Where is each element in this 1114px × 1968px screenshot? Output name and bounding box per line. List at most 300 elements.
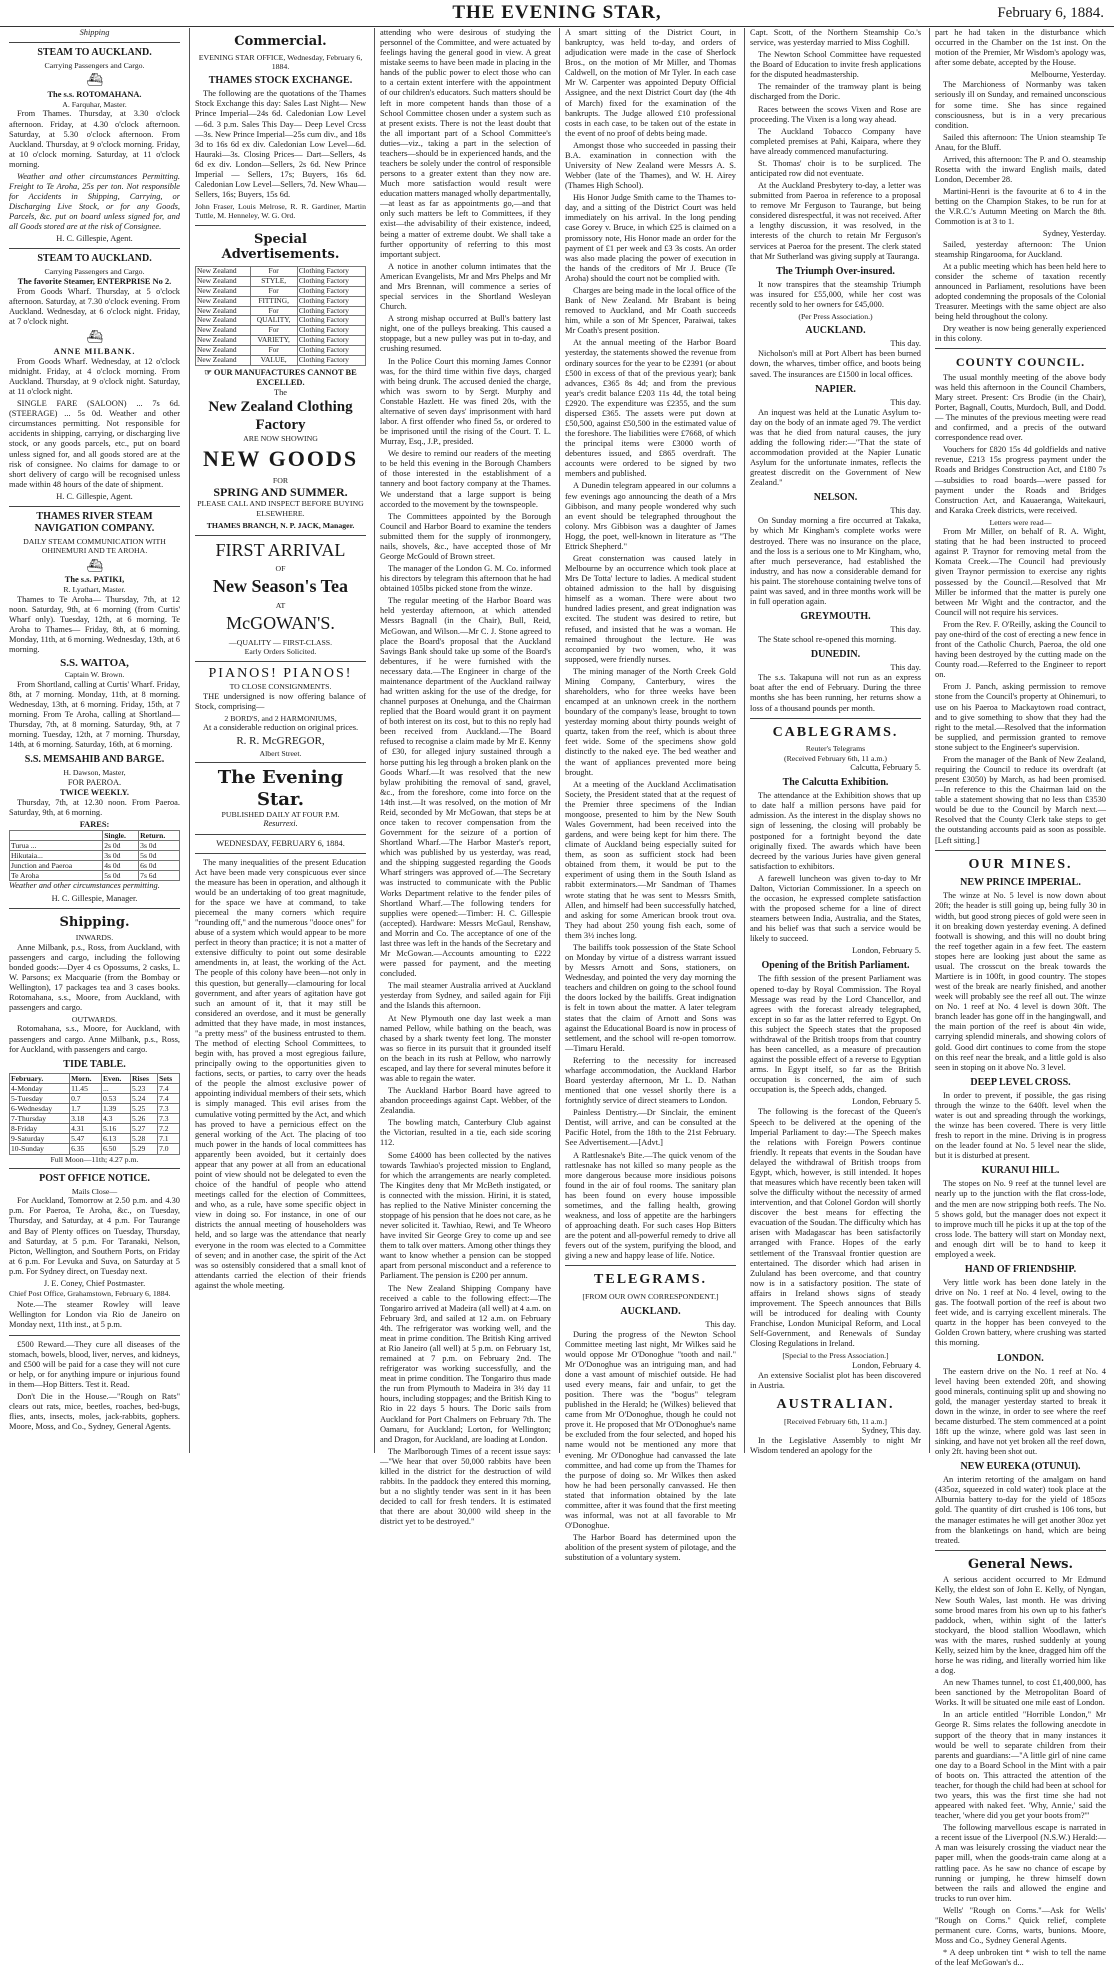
leader-date: WEDNESDAY, FEBRUARY 6, 1884. (216, 838, 345, 848)
table-cell: Clothing Factory (297, 296, 365, 306)
column-3 (374, 28, 556, 1527)
column-5 (744, 28, 926, 1456)
newspaper-title: THE EVENING STAR, (452, 2, 662, 23)
table-cell: QUALITY, (250, 316, 297, 326)
table-row (10, 861, 180, 871)
article-text: A notice in another column intimates that the American Evangelists, Mr and Mrs Phelps and Mr and Mrs Brennan, will commence a series of special services in the Shortland Wesleyan Church. (380, 261, 551, 312)
section-heading: Shipping. (59, 914, 130, 930)
column-1 (4, 28, 185, 1453)
agent-signature: H. C. Gillespie, Agent. (56, 491, 133, 501)
table-cell: 5.23 (131, 1083, 158, 1093)
article-text: In an article entitled "Horrible London," Mr George R. Sims relates the following anecdote in support of the theory that in many instances it would be well to separate children from their parents and guardians:—"A little girl of nine came one day to a Board School in the Mint with a pair of boots on. This attracted the attention of the teacher, for though the child had been at school for two years, this was the first time she had not appeared with naked feet. 'Why, Annie,' said the teacher, 'where did you get your boots from?'" (935, 1710, 1106, 1821)
divider (935, 850, 1106, 851)
office-dateline: EVENING STAR OFFICE, Wednesday, February 6, 1884. (198, 52, 363, 71)
table-cell: New Zealand (196, 276, 251, 286)
dateline-place: AUCKLAND. (805, 325, 866, 337)
advertisement-text: Don't Die in the House.—"Rough on Rats" clears out rats, mice, beetles, roaches, bed-bugs, flies, ants, insects, moles, jack-rabbits, gophers. Moore, Moss, and Co., Sydney, General Agents. (9, 1391, 180, 1432)
table-row (196, 355, 366, 365)
leader-text: The many inequalities of the present Education Act have been made very conspicuous ever since the measure has been in operation, and although it would be an undertaking of too great magnitude, for the space we have at command, to take piecemeal the many corners which require "rounding off," and the numerous "dooce ones" for abuse of a system which would appear to be more perfect in theory than practice; it is not a matter of extensive difficulty to point out some desirable amendments in, at least, the working of the Act. The people of this colony have been—not only in this question, but generally—clamouring for local government, and after years of agitation have got such an amount of it, that it may still be considered an overdose, and it must be generally admitted that they have made, in most instances, "a pretty mess" of the business entrusted to them. The method of electing School Committees, to begin with, has proved a most egregious failure, principally owing to the opportunities given to factions, sects, or parties, to carry over the heads of the people the almost exclusive power of appointing individual members of their sets, which is simply managed. This evil arises from the cumulative voting permitted by the Act, and which has proved to have a pernicious effect on the general working of the Act. The placing of too much power in the hands of local committees has apparently been avoided, but it certainly does appear that any power at all from an educational point of view should not be delegated to even the choice of the handful of people who attend meetings called for the election of Committees, and who, as a rule, have some specific object in view in doing so. For instance, in one of our districts the annual meeting of householders was held, and so large was the attendance that nearly everyone in the room was elected to a Committee of seven; and in another case, the spirit of the Act was so ostensibly considered that a small knot of attendants carried the election of their friends against the whole meeting. (195, 857, 366, 1290)
table-row (196, 296, 366, 306)
ship-name: S.S. WAITOA, (60, 657, 129, 670)
table-header: Sets (158, 1073, 180, 1083)
table-row (10, 1114, 180, 1124)
subheading: Letters were read— (989, 517, 1052, 527)
table-header: Single. (103, 830, 139, 840)
paper-motto: Resurrexi. (263, 819, 298, 829)
dateline-day: This day. (705, 1319, 736, 1329)
factory-name: New Zealand Clothing Factory (208, 399, 353, 433)
table-cell: 4.31 (70, 1124, 102, 1134)
article-text: The bailiffs took possession of the State School on Monday by virtue of a distress warrant issued by Messrs Arnott and Sons, stationers, on Wednesday, and pointed the very day morning the teachers and children on going to the school found the doors locked by the bailiffs. Great indignation is felt in town about the matter. A later telegram states that the claim of Arnott and Sons was against the Educational Board is now in process of settlement, and the school will re-open tomorrow.—Timaru Herald. (565, 942, 736, 1053)
table-cell: Clothing Factory (297, 276, 365, 286)
table-cell: Turua ... (10, 841, 103, 851)
article-text: Vouchers for £820 15s 4d goldfields and native revenue, £213 15s progress payment under the Roads and Bridges Construction Act, and £180 7s—subsidies to road boards—were passed for payment under the Roads and Bridges Construction Act, and Kauaeranga, Waitekauri, and Karaka Creek districts, were received. (935, 445, 1106, 515)
dateline-place: NELSON. (813, 492, 858, 504)
fares-heading: FARES: (79, 819, 110, 829)
column-6 (929, 28, 1111, 1968)
schedule-text: Thursday, 7th, at 12.30 noon. From Paeroa. Saturday, 9th, at 6 morning. (9, 797, 180, 817)
divider (195, 834, 366, 835)
article-text: The Newton School Committee have requested the Board of Education to invite fresh applications for the disputed headmastership. (750, 50, 921, 80)
article-text: A strong mishap occurred at Bull's battery last night, one of the pulleys breaking. This caused a stoppage, but a new pulley was put in to-day, and crushing resumed. (380, 314, 551, 354)
table-row (10, 1083, 180, 1093)
article-text: Some £4000 has been collected by the natives towards Tawhiao's projected mission to England, for which the arrangements are nearly completed. The Kingites deny that Mr McBeth instigated, or is connected with the mission. Hirini, it is stated, has replied to the Native Minister concerning the stoppage of his pension that he does not care, as he never solicited it. Tawhiao, Rewi, and Te Wheoro have invited Sir George Grey to come up and see them to talk over matters. Among other things they want to know whether a pension can be stopped apart from personal misconduct and a reference to Parliament. The pension is £200 per annum. (380, 1150, 551, 1281)
article-text: From J. Panch, asking permission to remove stone from the Council's property at Ohinemuri, to use on his Paeroa to Mackaytown road contract, and to give something to show that they had the right to the metal.—Resolved that the information be supplied, and permission granted to remove stone subject to the Engineer's supervision. (935, 682, 1106, 752)
ad-subheading: Carrying Passengers and Cargo. (44, 61, 145, 71)
ship-name: ANNE MILBANK. (53, 346, 136, 356)
article-heading: Opening of the British Parliament. (761, 960, 910, 972)
dateline-place: DUNEDIN. (810, 649, 861, 661)
article-text: The Harbor Board has determined upon the abolition of the present system of pilotage, and the substitution of a voluntary system. (565, 1533, 736, 1563)
table-cell: New Zealand (196, 355, 251, 365)
mine-name: HAND OF FRIENDSHIP. (964, 1263, 1077, 1275)
column-2 (189, 28, 371, 1453)
article-text: The New Zealand Shipping Company have received a cable to the following effect:—The Tongariro arrived at Madeira (all well) at 4 a.m. on February 3rd, and sailed at 12 a.m. on February 4th. The refrigerator was working well, and the meat in prime condition. The British King arrived at Rio Janeiro (all well) at 5 p.m. on February 1st, remained at 7 p.m. on February 2nd. The refrigerator was working successfully, and the meat in prime condition. The Tongariro thus made the run from Plymouth to Madeira in 3½ day 11 hours, including stoppages; and the British King to Rio in 22 days 5 hours. The Doric sails from Auckland for Port Chalmers on February 7th. The Oamaru, for Auckland; Lorton, for Wellington; and Dragon, for Auckland, are loading at London. (380, 1283, 551, 1444)
ship-icon: ⛴ (86, 72, 103, 88)
article-text: Martini-Henri is the favourite at 6 to 4 in the betting on the Champion Stakes, to be run for at the V.R.C.'s Autumn Meeting on March the 8th. Commotion is at 3 to 1. (935, 187, 1106, 227)
mine-name: DEEP LEVEL CROSS. (970, 1076, 1071, 1088)
dateline-day: This day. (890, 397, 921, 407)
agent-signature: H. C. Gillespie, Manager. (51, 893, 138, 903)
tide-table-heading: TIDE TABLE. (63, 1058, 126, 1070)
table-cell: Clothing Factory (297, 326, 365, 336)
mine-name: KURANUI HILL. (981, 1165, 1060, 1177)
article-text: Referring to the necessity for increased wharfage accommodation, the Auckland Harbor Board yesterday afternoon, Mr L. D. Nathan mentioned that one vessel shortly there is a fortnightly service of direct steamers to London. (565, 1055, 736, 1106)
table-cell: 7.4 (158, 1083, 180, 1093)
article-text: The attendance at the Exhibition shows that up to date half a million persons have paid for admission. As the interest in the display shows no sign of lessening, the closing will probably be postponed for a fortnight beyond the date originally fixed. The awards which have been decreed by the various Juries have given general satisfaction to exhibitors. (750, 791, 921, 871)
issue-date: February 6, 1884. (997, 5, 1104, 21)
ad-heading: STEAM TO AUCKLAND. (37, 253, 152, 265)
article-text: The following marvellous escape is narrated in a recent issue of the Liverpool (N.S.W.) Herald:—A man was leisurely crossing the viaduct near the paper mill, when the goods-train came along at a rattling pace. As he saw no chance of escape by running or jumping, he threw himself down between the rails and allowed the engine and trucks to run over him. (935, 1823, 1106, 1903)
telegrams-heading: TELEGRAMS. (594, 1272, 707, 1288)
article-text: The stopes on No. 9 reef at the tunnel level are nearly up to the junction with the flat cross-lode, and the men are now stripping both reefs. The No. 5 shows gold, but the manager does not expect it to improve much till he picks it up at the top of the cross lode. The battery will start on Monday next, and enough dirt will be to hand to keep it employed a week. (935, 1179, 1106, 1259)
table-cell: 1.7 (70, 1104, 102, 1114)
table-cell: FITTING, (250, 296, 297, 306)
table-cell: Junction and Paeroa (10, 861, 103, 871)
table-cell: STYLE, (250, 276, 297, 286)
table-cell: Hikutaia... (10, 851, 103, 861)
press-credit: [Special to the Press Association.] (782, 1351, 889, 1361)
table-cell: 1.39 (101, 1104, 130, 1114)
article-text: Note.—The steamer Rowley will leave Wellington for London via Rio de Janeiro on Monday next, 11th inst., at 5 p.m. (9, 1300, 180, 1330)
table-cell: 7s 6d (139, 871, 180, 881)
masthead (0, 0, 1114, 27)
table-cell: 7.4 (158, 1093, 180, 1103)
article-text: Charges are being made in the local office of the Bank of New Zealand. Mr Brabant is being removed to Auckland, and Mr Coath succeeds him, while a son of Mr Spencer, Paraiwai, takes Mr Coath's present position. (565, 285, 736, 336)
press-credit: (Per Press Association.) (798, 311, 873, 321)
table-cell: 6.13 (101, 1134, 130, 1144)
divider (195, 535, 366, 536)
article-text: From the manager of the Bank of New Zealand, requiring the Council to reduce its overdraft (at present £3050) by March, as had been promised.—In reference to this the Chairman laid on the table a statement showing that no less than £3530 would be due to the Council by March next.—Resolved that the County Clerk take steps to get the outstanding accounts paid as soon as possible. [Left sitting.] (935, 754, 1106, 845)
article-text: We desire to remind our readers of the meeting to be held this evening in the Borough Chambers of those interested in the establishment of a tannery and boot factory company at the Thames. We understand that a large support is being accorded to the movement by the townspeople. (380, 449, 551, 509)
divider (195, 225, 366, 226)
table-row (10, 851, 180, 861)
article-text: At a meeting of the Auckland Acclimatisation Society, the President stated that at the request of the Premier three specimens of the Indian mongoose, presented to him by the New South Wales Government, had been received into the gardens, and were being kept for him there. The climate of Auckland being especially suited for them, as soon as sufficient stock had been obtained from them, it would be put to the experiment of using them in the South Island as rabbit exterminators.—Mr Sandman of Thames wrote stating that he was sent to Messrs Smith, Allen, and himself had been successfully hatched, and asking for some American brook trout ova. They had about 250 young fish each, some of them 3½ inches long. (565, 779, 736, 940)
ship-master: R. Lyathart, Master. (63, 585, 126, 595)
table-cell: Te Aroha (10, 871, 103, 881)
table-cell: 8-Friday (10, 1124, 70, 1134)
article-text: The regular meeting of the Harbor Board was held yesterday afternoon, at which attended Messrs Bagnall (in the Chair), Bull, Reid, McGowan, and Wilson.—Mr C. J. Stone agreed to place the Board's proposal that the Auckland Savings Bank should take up some of the Board's debentures, if he were furnished with the necessary data.—The Engineer in charge of the maintenance department of the Auckland railway had written asking for the use of the dredge, for channel purposes at Onehunga, and the Chairman replied that the Board would grant it on payment of both interest on its cost, but to this no reply had been received from Auckland.—The Board refused to recognise a claim made by Mr E. Kenny of £30, for alleged injury sustained through a horse putting his leg through a broken plank on the Goods Wharf.—It was resolved that the new bylaw prohibiting the removal of sand, gravel, &c., from the foreshore, come into force on the 14th inst.—It was resolved, on the motion of Mr Reid, seconded by Mr McGowan, that steps be at once taken to recover compensation from the Government for the seizure of a portion of Shortland Wharf.—The Harbor Master's report, which was published by us yesterday, was read, and the shipping suggested regarding the Goods Wharf stringers was approved of.—The Secretary was instructed to communicate with the Public Works Department relative to the fender piles of Shortland Wharf.—The following tenders for supplies were opened:—Timber: H. C. Gillespie (accepted). Hardware: Messrs McGaul, Renshaw, and Morrin and Co. The acceptance of one of the last three was left in the hands of the Secretary and Mr McGowan.—Accounts amounting to £222 were passed for payment, and the meeting concluded. (380, 596, 551, 979)
table-cell: New Zealand (196, 267, 251, 277)
dateline: Calcutta, February 5. (850, 763, 921, 773)
ship-icon: ⛴ (86, 557, 103, 573)
general-news-heading: General News. (967, 1556, 1074, 1572)
ship-master: H. Dawson, Master, (63, 768, 126, 778)
divider (9, 42, 180, 43)
factory-slogan-text: OUR MANUFACTURES CANNOT BE EXCELLED. (213, 367, 357, 387)
dateline-day: This day. (890, 625, 921, 635)
dateline-place: NAPIER. (815, 383, 856, 395)
dateline-day: This day. (890, 339, 921, 349)
article-text: The bowling match, Canterbury Club against the Victorian, resulted in a tie, each side scoring 112. (380, 1118, 551, 1148)
agent-signature: H. C. Gillespie, Agent. (56, 234, 133, 244)
postmaster-signature: J. E. Coney, Chief Postmaster. (43, 1278, 146, 1288)
table-cell: 3.18 (70, 1114, 102, 1124)
clothing-factory-table (195, 266, 366, 366)
branch-manager: THAMES BRANCH, N. P. JACK, Manager. (206, 521, 355, 531)
exchange-heading: THAMES STOCK EXCHANGE. (208, 75, 353, 87)
table-cell: New Zealand (196, 306, 251, 316)
table-cell: 7.0 (158, 1144, 180, 1154)
table-cell: 6-Wednesday (10, 1104, 70, 1114)
tea-shop: McGOWAN'S. (226, 613, 335, 634)
ship-master: Captain W. Brown. (64, 670, 125, 680)
pointing-hand-icon: ☞ (204, 367, 214, 377)
ad-heading: S.S. MEMSAHIB AND BARGE. (24, 754, 165, 766)
schedule-text: From Goods Wharf. Wednesday, at 12 o'clock midnight. Friday, at 4 o'clock morning. From Auckland. Thursday, at 9 o'clock night. Saturday, at 11 o'clock night. (9, 356, 180, 397)
schedule-text: From Thames. Thursday, at 3.30 o'clock afternoon. Friday, at 4.30 o'clock afternoon. Saturday, at 5.30 o'clock afternoon. From Auckland. Thursday, at 9 o'clock morning. Friday, at 10 o'clock morning. Saturday, at 11 o'clock morning. (9, 109, 180, 169)
received-note: [Received February 6th, 11 a.m.] (784, 1416, 887, 1426)
divider (195, 853, 366, 854)
article-text: An new Thames tunnel, to cost £1,400,000, has been sanctioned by the Metropolitan Board of Works. It will be situated one mile east of London. (935, 1678, 1106, 1708)
advertisement-text: Wells' "Rough on Corns."—Ask for Wells' "Rough on Corns." Quick relief, complete permanent cure. Corns, warts, bunions. Moore, Moss and Co., Sydney General Agents. (935, 1905, 1106, 1946)
article-heading: The Calcutta Exhibition. (782, 777, 889, 789)
article-text: On Sunday morning a fire occurred at Takaka, by which Mr Kingham's complete works were destroyed. There was no insurance on the place, and the loss is a serious one to Mr Kingham, who, after much perseverance, had established the industry, and has now a considerable demand for his paint. The storehouse containing twelve tons of paint was saved, and in three months work will be in full operation again. (750, 516, 921, 607)
divider (195, 661, 366, 662)
article-text: The Marlborough Times of a recent issue says:—"We hear that over 50,000 rabbits have been killed in the district for the destruction of wild rabbits. In the paddock they entered this morning, but a no slightly tender was sent in it has been decided to call for fresh tenders. It is estimated that there are about 30,000 wild sheep in the district yet to be destroyed." (380, 1446, 551, 1527)
mine-name: LONDON. (997, 1352, 1044, 1364)
article-text: From Mr Miller, on behalf of R. A. Wight, stating that he had been instructed to proceed against P. Traynor for removing metal from the Komata Creek.—The Council had previously given Traynor permission to exercise any rights possessed by the Council.—Resolved that Mr Miller be informed that the matter is purely one between Mr Wight and the contractor, and the Council will not require his services. (935, 527, 1106, 617)
article-text: At New Plymouth one day last week a man named Pellow, while bathing on the beach, was chased by a shark twenty feet long. The monster was so fierce in its pursuit that it grounded itself on the beach in its rush at Pellow, who narrowly escaped, and lay there for several minutes before it was able to regain the water. (380, 1013, 551, 1083)
article-text: In the Police Court this morning James Connor was, for the third time within five days, charged with being drunk. The accused denied the charge, which was sworn to by Sergt. Murphy and Constable Hazlett. He was fined 20s, with the alternative of seven days' imprisonment with hard labor. A first offender who fined 5s, or ordered to be imprisoned until the rising of the Court. T. L. Murray, Esq., J.P., presided. (380, 356, 551, 447)
schedule-text: From Goods Wharf. Thursday, at 5 o'clock afternoon. Saturday, at 7.30 o'clock evening. From Auckland. Wednesday, at 6 o'clock night. Friday, at 7 o'clock night. (9, 286, 180, 327)
advertisement-text: * A deep unbroken tint * wish to tell the name of the leaf McGowan's d... (935, 1948, 1106, 1968)
table-row (10, 1104, 180, 1114)
tea-first-arrival: FIRST ARRIVAL (215, 539, 346, 560)
dateline: Melbourne, Yesterday. (1030, 70, 1106, 80)
ship-name: The s.s. PATIKI, (64, 575, 125, 585)
divider (935, 1550, 1106, 1551)
article-text: The eastern drive on the No. 1 reef at No. 4 level having been extended 20ft, and showing good minerals, continuing split up and showing no gold, the manager yesterday started to break it down in the winze, in order to see where the reef became disturbed. The stem commenced at a point 18ft up the winze, where gold was last seen in sinking, and have not yet broken all the reef down, only 2ft. having been shot out. (935, 1366, 1106, 1457)
ad-heading: THAMES RIVER STEAM NAVIGATION COMPANY. (34, 510, 155, 534)
dateline-day: This day. (890, 506, 921, 516)
table-header: February. (10, 1073, 70, 1083)
county-council-heading: COUNTY COUNCIL. (955, 355, 1086, 370)
table-cell: 5.26 (131, 1114, 158, 1124)
notice-text: Weather and other circumstances permitting. (9, 881, 160, 891)
table-row (10, 841, 180, 851)
table-cell: 5.28 (131, 1134, 158, 1144)
article-text: St. Thomas' choir is to be surpliced. The anticipated row did not eventuate. (750, 158, 921, 179)
table-header: Return. (139, 830, 180, 840)
table-cell: VALUE, (250, 355, 297, 365)
table-cell: 3s 0d (139, 841, 180, 851)
factory-for: FOR (272, 475, 289, 485)
article-text: At the annual meeting of the Harbor Board yesterday, the statements showed the revenue from ordinary sources for the year to be £2391 (or about £500 in excess of that of the previous year); bank advances, £365 8s 4d; and from the previous year's credit balance £203 11s 4d, the total being £2920. The expenditure was £2355, and the sum dispersed £365. The assets were put down at £50,500, against £50,500 in the estimated value of the foreshore. The liabilities were £7668, of which the principal items were £3000 worth of debentures issued, and £865 overdraft. The accounts were ordered to be signed by two members and published. (565, 338, 736, 479)
article-text: Great consternation was caused lately in Melbourne by an occurrence which took place at Mrs De Totta' lecture to ladies. A medical student obtained admission to the hall by disguising himself as a woman. There were about two hundred ladies present, and great indignation was excited. The student was desired to retire, but refused, and insisted that he was a woman. He remained throughout the lecture. He was accompanied by two women, who, it was supposed, were friendly nurses. (565, 553, 736, 664)
table-row (196, 346, 366, 356)
article-text: A Dunedin telegram appeared in our columns a few evenings ago announcing the death of a Mrs Gibbison, and many people wondered why such an event should be telegraphed throughout the colony. Mrs Gibbison was a daughter of James Hogg, the poet, well-known in literature as "The Ettrick Shepherd." (565, 481, 736, 551)
pianos-seller: R. R. McGREGOR, (236, 735, 325, 748)
article-text: The mining manager of the North Creek Gold Mining Company, Canterbury, wires the shareholders, who for three weeks have been encamped at an unknown creek in the northern boundary of the company's lease, brought to town yesterday morning about thirty pounds weight of quartz, taken from the reef, which is about three feet wide. Some of the specimens show gold distinctly to the naked eye. The bed weather and the want of appliances prevented more being brought. (565, 666, 736, 777)
table-cell: 6.50 (101, 1144, 130, 1154)
article-text: Very little work has been done lately in the drive on No. 1 reef at No. 4 level, owing to the gas. The footwall portion of the reef is about two feet wide, and is carrying excellent minerals. The quartz in the hopper has been conveyed to the Golden Crown battery, where crushing was started this morning. (935, 1277, 1106, 1348)
divider (9, 1168, 180, 1169)
article-text: Dry weather is now being generally experienced in this colony. (935, 324, 1106, 344)
table-cell: 4-Monday (10, 1083, 70, 1093)
subheading: Mails Close— (71, 1186, 118, 1196)
table-header-row (10, 1073, 180, 1083)
article-text: An inquest was held at the Lunatic Asylum to-day on the body of an inmate aged 79. The verdict was that he died from natural causes, the jury adding the following rider:—"That the state of accommodation provided at the Napier Lunatic Asylum for the unfortunate inmates, reflects the greatest discredit on the Government of New Zealand." (750, 407, 921, 488)
article-text: The manager of the London G. M. Co. informed his directors by telegram this afternoon that he had obtained 105lbs picked stone from the winze. (380, 564, 551, 594)
table-cell: 0.53 (101, 1093, 130, 1103)
season-label: SPRING AND SUMMER. (213, 485, 348, 500)
table-cell: For (250, 326, 297, 336)
article-heading: The Triumph Over-insured. (776, 265, 895, 277)
article-text: From the Rev. F. O'Reilly, asking the Council to pay one-third of the cost of erecting a new fence in front of the Catholic Church, Paeroa, the old one having been destroyed by the cutting made on the County road.—Referred to the Engineer to report on. (935, 619, 1106, 680)
agency-credit: Reuter's Telegrams (805, 744, 866, 754)
table-cell: 7.2 (158, 1124, 180, 1134)
tea-orders: Early Orders Solicited. (244, 647, 317, 657)
table-cell: VARIETY, (250, 336, 297, 346)
table-cell: Clothing Factory (297, 355, 365, 365)
ship-master: A. Farquhar, Master. (62, 100, 127, 110)
divider (750, 718, 921, 719)
table-cell: 7.1 (158, 1134, 180, 1144)
ad-heading: STEAM TO AUCKLAND. (37, 47, 152, 59)
article-text: Sailed this afternoon: The Union steamship Te Anau, for the Bluff. (935, 132, 1106, 152)
divider (9, 1335, 180, 1336)
advertisement-text: £500 Reward.—They cure all diseases of the stomach, bowels, blood, liver, nerves, and kidneys, and £500 will be paid for a case they will not cure or help, or for anything impure or injurious found in them—Hop Bitters. Test it. Read. (9, 1339, 180, 1389)
article-text: During the progress of the Newton School Committee meeting last night, Mr Wilkes said he would oppose Mr O'Donoghue "tooth and nail." Mr O'Donoghue was an intriguing man, and had done a vast amount of mischief outside. He had used every means, fair and unfair, to get the position. There was the "bogus" telegram published in the Herald; he (Wilkes) believed that came from Mr O'Donoghue, though he could not prove it. He proposed that Mr O'Donoghue's name be excluded from the four selected, and hoped his name would not be mentioned any more that evening. Mr O'Donoghue had canvassed the late committee, and had come up from the Thames for the purpose of doing so. Mr Wilkes then asked how he had been personally canvassed. He then stated that information obtained by the late committee, after it was found that the first meeting was informal, was not at all favorable to Mr O'Donoghue. (565, 1329, 736, 1531)
brokers-list: John Fraser, Louis Melrose, R. R. Gardiner, Martin Tuttle, M. Henneley, W. G. Ord. (195, 202, 366, 221)
telegrams-subheading: [FROM OUR OWN CORRESPONDENT.] (582, 1292, 719, 1302)
table-cell: Clothing Factory (297, 286, 365, 296)
table-header-row (10, 830, 180, 840)
table-cell: ... (101, 1083, 130, 1093)
table-cell: New Zealand (196, 326, 251, 336)
table-row (196, 286, 366, 296)
table-cell: 5-Tuesday (10, 1093, 70, 1103)
table-cell: 5.24 (131, 1093, 158, 1103)
article-text: The State school re-opened this morning. (758, 635, 897, 645)
ship-name: The favorite Steamer, ENTERPRISE No 2. (17, 276, 172, 286)
table-cell: For (250, 346, 297, 356)
table-cell: New Zealand (196, 346, 251, 356)
table-cell: Clothing Factory (297, 267, 365, 277)
table-cell: 9-Saturday (10, 1134, 70, 1144)
article-text: It now transpires that the steamship Triumph was insured for £55,000, while her cost was recently sold to her owners for £45,000. (750, 279, 921, 309)
pianos-heading: PIANOS! PIANOS! (208, 665, 353, 681)
table-cell: 3s 0d (103, 851, 139, 861)
columns (4, 28, 1112, 1968)
pianos-address: Albert Street. (259, 748, 302, 758)
schedule-text: Thames to Te Aroha— Thursday, 7th, at 12 noon. Saturday, 9th, at 6 morning (from Curtis' Wharf only). Tuesday, 12th, at 6 morning. Te Aroha to Thames— Friday, 8th, at 6 morning. Monday, 11th, at 6 morning. Wednesday, 13th, at 6 morning. (9, 594, 180, 655)
divider (935, 348, 1106, 349)
article-text: A farewell luncheon was given to-day to Mr Dalton, Victorian Commissioner. In a speech on the occasion, he expressed complete satisfaction with the proposed scheme for a line of direct steamers between India, Australia, and the States, and his belief was that such a service would be likely to succeed. (750, 873, 921, 944)
table-cell: Clothing Factory (297, 306, 365, 316)
table-cell: New Zealand (196, 286, 251, 296)
article-text: attending who were desirous of studying the personnel of the Committee, and were actuated by feelings having the general good in view. A great mistake seems to have been made in placing in the hands of the public power to elect those who can to a certain extent interfere with the appointment of our children's educators. Such matters should be left in more competent hands than those of a School Committee chosen under a system such as at present exists. There is not the least doubt that the all important part of a School Committee's duties—viz., taking a part in the selection of teachers—should be in experienced hands, and the teachers be solely under the control of responsible persons to a greater extent than they now are. Much more satisfaction would result were education matters managed wholly departmentally,—at least as far as appointments go,—and that only such matters be left to Committees, if they exist—the advisability of their existence, indeed, being a matter of extreme doubt. We shall take a further opportunity of referring to this most important subject. (380, 28, 551, 259)
subheading: INWARDS. (75, 933, 114, 943)
fare-text: SINGLE FARE (SALOON) ... 7s 6d. (STEERAGE) ... 5s 0d. Weather and other circumstances permitting. Not responsible for accidents in shipping, carrying, or discharging live stock, or any goods parcels, etc., put on board unless signed for, and all goods stored are at the risk of consignee. No claims for damage to or short delivery of cargo will be recognised unless made within 48 hours of the date of shipment. (9, 399, 180, 489)
factory-now: ARE NOW SHOWING (243, 434, 318, 443)
table-cell: New Zealand (196, 336, 251, 346)
tide-table (9, 1073, 180, 1155)
article-text: The Committees appointed by the Borough Council and Harbor Board to examine the tenders submitted them for the supply of ironmongery, nails, shovels, &c., have accepted those of Mr George McGould of Brown street. (380, 511, 551, 561)
table-header: Morn. (70, 1073, 102, 1083)
table-cell: 10-Sunday (10, 1144, 70, 1154)
dateline-place: GREYMOUTH. (800, 611, 871, 623)
article-text: Rotomahana, s.s., Moore, for Auckland, with passengers and cargo. Anne Milbank, p.s., Ross, for Auckland, with passengers and cargo. (9, 1024, 180, 1054)
table-cell: For (250, 286, 297, 296)
divider (9, 908, 180, 909)
pianos-items: 2 BORD'S, and 2 HARMONIUMS, (224, 713, 337, 723)
table-row (196, 267, 366, 277)
article-text: The Auckland Tobacco Company have completed premises at Pahi, Kaipara, where they have already commenced manufacturing. (750, 126, 921, 156)
dateline: London, February 5. (852, 1097, 921, 1107)
article-text: The winze at No. 5 level is now down about 20ft; the header is still going up, being fully 30 in width, but good strong pieces of gold were seen in it on breaking down yesterday evening. A defined footwall is showing, and this will no doubt bring the reef together again in a few feet. The eastern stopes here are looking just about the same as usual. The crosscut on the break towards the Martiere is in 100ft, in good country. The stopes west of the break are nearly finished, and another week will probably see the reef all out. The winze on No. 1 reef at No. 4 level is down 30ft. The branch leader has gone off in the hangingwall, and the main portion of the reef is about 4in wide, carrying splendid minerals, and showing colors of gold. Good dirt continues to come from the stope on this reef near the break, and a little gold is also seen in stoping on it above No. 3 level. (935, 891, 1106, 1072)
ad-the: The (273, 387, 288, 397)
table-cell: 5.47 (70, 1134, 102, 1144)
article-text: The Marchioness of Normanby was taken seriously ill on Sunday, and remained unconscious for some time. She has since regained consciousness, but is in a very precarious condition. (935, 80, 1106, 130)
article-text: Amongst those who succeeded in passing their B.A. examination in connection with the University of New Zealand were Messrs A. S. Webber (late of the Thames), and W. H. Airey (Thames High School). (565, 140, 736, 191)
factory-slogan (195, 368, 366, 388)
article-text: The usual monthly meeting of the above body was held this afternoon in the Council Chambers, Mary street. Present: Crs Brodie (in the Chair), Porter, Bagnall, Coutts, Murdoch, Bull, and Dodd.— The minutes of the previous meeting were read and confirmed, and a precis of the outward correspondence read over. (935, 372, 1106, 443)
divider (9, 506, 180, 507)
article-text: A serious accident occurred to Mr Edmund Kelly, the eldest son of John E. Kelly, of Nyngan, New South Wales, last month. He was driving some brood mares from his own up to his father's paddock, when, within sight of the latter's stockyard, the blood stallion Woodlawn, which was with the mares, rushed suddenly at young Kelly, seized him by the knee, dragged him off the horse he was riding, and literally worried him like a dog. (935, 1575, 1106, 1676)
table-row (10, 871, 180, 881)
table-cell: New Zealand (196, 296, 251, 306)
table-row (10, 1144, 180, 1154)
dateline: London, February 4. (852, 1360, 921, 1370)
pianos-subheading: TO CLOSE CONSIGNMENTS. (229, 682, 332, 692)
ship-icon: ⛴ (86, 329, 103, 345)
table-header (10, 830, 103, 840)
table-cell: 5s 0d (103, 871, 139, 881)
section-heading: Special Advertisements. (221, 231, 340, 263)
dateline-day: This day. (890, 663, 921, 673)
table-row (10, 1134, 180, 1144)
article-text: A smart sitting of the District Court, in bankruptcy, was held to-day, and orders of adjudication were made in the case of Sherlock Bros., on the motion of Mr Miller, and Thomas Caldwell, on the motion of Mr Tyler. In each case Mr W. Carpenter was appointed Deputy Official Assignee, and the next District Court day (the 4th of March) fixed for the examination of the bankrupts. The Judge allowed £10 professional costs in each case, to be taken out of the estate in the event of no proof of debts being made. (565, 28, 736, 138)
table-cell: For (250, 267, 297, 277)
dateline: London, February 5. (852, 946, 921, 956)
table-cell: 4.3 (101, 1114, 130, 1124)
table-cell: 7.3 (158, 1114, 180, 1124)
table-cell: Clothing Factory (297, 346, 365, 356)
table-cell: 0.7 (70, 1093, 102, 1103)
schedule-text: From Shortland, calling at Curtis' Wharf. Friday, 8th, at 7 morning. Monday, 11th, at 8 morning. Wednesday, 13th, at 6 morning. Friday, 15th, at 7 morning. From Te Aroha, calling at Shortland— Thursday, 7th, at 8 morning. Saturday, 9th, at 7 morning. Tuesday, 12th, at 7 morning. Thursday, 14th, at 6 morning. Saturday, 16th, at 6 morning. (9, 679, 180, 750)
article-text: The fifth session of the present Parliament was opened to-day by Royal Commission. The Royal Message was read by the Lord Chancellor, and agrees with the forecast already telegraphed, except in so far as the latter referred to Egypt. On this subject the Speech states that the proposed withdrawal of the British troops from that country has been cancelled, as a measure of precaution against the possible effect of a reverse to Egyptian arms. In Egypt itself, so far as the British occupation is concerned, the aim of such occupation is, the Speech adds, changed. (750, 974, 921, 1095)
table-row (10, 1093, 180, 1103)
article-text: part he had taken in the disturbance which occurred in the Chamber on the 1st inst. On the motion of the Premier, Mr Wisdom's apology was, after some debate, accepted by the House. (935, 28, 1106, 68)
section-shipping-label: Shipping (79, 28, 110, 37)
cablegrams-heading: CABLEGRAMS. (772, 724, 899, 740)
article-text: Sailed, yesterday afternoon: The Union steamship Ringarooma, for Auckland. (935, 239, 1106, 259)
table-cell: 7-Thursday (10, 1114, 70, 1124)
table-cell: 6.35 (70, 1144, 102, 1154)
ship-name: The s.s. ROTOMAHANA. (47, 90, 142, 100)
section-heading: Commercial. (234, 34, 327, 49)
tea-name: New Season's Tea (212, 576, 349, 597)
table-cell: 5.16 (101, 1124, 130, 1134)
table-cell: Clothing Factory (297, 336, 365, 346)
article-text: Arrived, this afternoon: The P. and O. steamship Rosetta with the inward English mails, dated London, December 28. (935, 154, 1106, 185)
article-text: At a public meeting which has been held here to consider the scheme of taxation recently announced in Parliament, resolutions have been adopted condemning the proposals of the Colonial Treasurer. Meetings with the same object are also being held throughout the colony. (935, 261, 1106, 322)
dateline-place: AUCKLAND. (620, 1305, 681, 1317)
table-cell: Clothing Factory (297, 316, 365, 326)
divider (195, 762, 366, 763)
table-cell: 5.27 (131, 1124, 158, 1134)
table-cell: 2s 0d (103, 841, 139, 851)
column-4 (559, 28, 741, 1563)
our-mines-heading: OUR MINES. (968, 856, 1073, 872)
table-cell: 5.29 (131, 1144, 158, 1154)
table-cell: New Zealand (196, 316, 251, 326)
paper-published: PUBLISHED DAILY AT FOUR P.M. (221, 810, 340, 820)
moon-note: Full Moon—11th; 4.27 p.m. (50, 1154, 139, 1164)
article-text: Capt. Scott, of the Northern Steamship Co.'s service, was yesterday married to Miss Coghill. (750, 28, 921, 48)
article-text: The following is the forecast of the Queen's Speech to be delivered at the opening of the Imperial Parliament to day:—The Speech makes the relations with Foreign Powers continue friendly. It repeats that events in the Soudan have delayed the withdrawal of British troops from Egypt, which, however, is still intended. It hopes that measures which have recently been taken will solve the difficulty without the necessity of armed intervention, and that Colonel Gordon will shortly discover the best means for effecting the evacuation of the Soudan. The difficulty which has arisen with Madagascar has been satisfactorily arranged with France. Hopes of the early settlement of the Transvaal frontier question are entertained. The disorder which had arisen in Zululand has been overcome, and that country now is in a satisfactory position. The state of affairs in Ireland shows signs of steady improvement. The Speech announces that Bills will be introduced for dealing with County Franchise, London Municipal Reform, and Local Self-Government, and Renewals of Sunday Closing Regulations in Ireland. (750, 1107, 921, 1349)
table-cell: 11.45 (70, 1083, 102, 1093)
tea-of: OF (275, 564, 286, 574)
article-text: An interim retorting of the amalgam on hand (435oz, squeezed in cold water) took place at the Alburnia battery to-day for the yield of 185ozs gold. The quantity of dirt crushed is 106 tons, but the manager estimates he will get another 30oz yet from the blanketings on hand, which are being treated. (935, 1475, 1106, 1545)
dateline: Sydney, Yesterday. (1042, 229, 1106, 239)
article-text: Races between the scows Vixen and Rose are proceeding. The Vixen is a long way ahead. (750, 104, 921, 124)
article-text: Nicholson's mill at Port Albert has been burned down, the wharves, timber office, and boots being saved. The insurances are £1500 in local offices. (750, 349, 921, 379)
paper-title: The Evening Star. (217, 766, 344, 810)
article-text: In order to prevent, if possible, the gas rising through the winze to the 640ft. level when the water is out and spreading through the workings, the winze has been covered. There is very little fresh to report in the mine. Driving is in progress on the leader found at No. 5 level near the slide, but it is disturbed at present. (935, 1090, 1106, 1161)
article-text: Painless Dentistry.—Dr Sinclair, the eminent Dentist, will arrive, and can be consulted at the Pacific Hotel, from the 18th to the 21st February. See Advertisement.—[Advt.] (565, 1108, 736, 1148)
article-text: For Auckland, Tomorrow at 2.50 p.m. and 4.30 p.m. For Paeroa, Te Aroha, &c., on Tuesday, Thursday, and Saturday, at 4 p.m. For Taurange and Bay of Plenty offices on Tuesday, Thursday, and Saturday, at 5 p.m. For Taranaki, Nelson, Picton, Wellington, and Southern Ports, on Friday at 6 p.m. For Levuka and Suva, on Saturday at 5 p.m. For Sydney direct, on Tuesday next. (9, 1196, 180, 1276)
table-cell: 5.25 (131, 1104, 158, 1114)
table-row (10, 1124, 180, 1134)
table-cell: 5s 0d (139, 851, 180, 861)
article-text: The Auckland Harbor Board have agreed to abandon proceedings against Capt. Webber, of the Zealandia. (380, 1086, 551, 1116)
mine-name: NEW PRINCE IMPERIAL. (960, 877, 1081, 889)
divider (565, 1265, 736, 1266)
article-text: An extensive Socialist plot has been discovered in Austria. (750, 1370, 921, 1390)
